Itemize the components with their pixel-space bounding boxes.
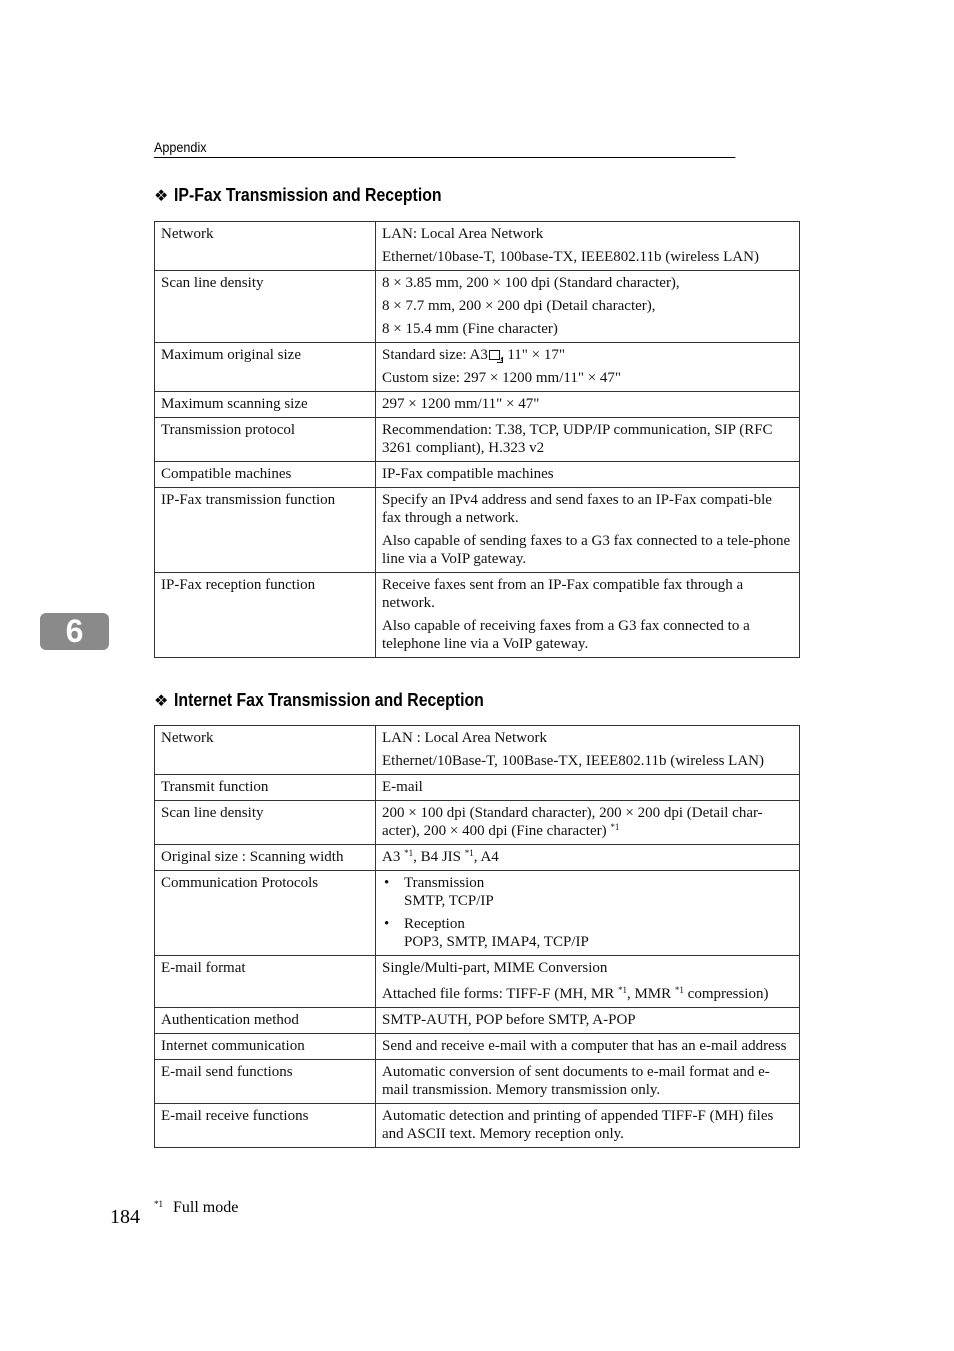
protocol-list [382,874,793,951]
footnote-ref: *1 [610,822,620,832]
row-label: Maximum scanning size [155,392,376,418]
value-line: 8 × 15.4 mm (Fine character) [382,321,558,337]
running-head [154,139,735,158]
value-line [382,804,793,840]
row-value [376,222,800,271]
row-value [376,845,800,871]
value-line: Automatic conversion of sent documents to e-mail format and e-mail transmission. Memory transmission only. [382,1064,770,1098]
row-label: Original size : Scanning width [155,845,376,871]
row-label: Scan line density [155,271,376,343]
row-value [376,418,800,462]
row-label: Transmit function [155,775,376,801]
row-value [376,871,800,956]
row-label: Internet communication [155,1034,376,1060]
value-text: compression) [683,986,769,1002]
value-text: 200 × 100 dpi (Standard character), 200 × 200 dpi (Detail char-acter), 200 × 400 dpi (Fine character) [382,805,763,839]
row-label: Communication Protocols [155,871,376,956]
value-line: Automatic detection and printing of appended TIFF-F (MH) files and ASCII text. Memory reception only. [382,1108,774,1142]
footnote-mark: *1 [154,1199,163,1209]
value-line: Recommendation: T.38, TCP, UDP/IP communication, SIP (RFC 3261 compliant), H.323 v2 [382,422,773,456]
bullet-dot: • [384,875,390,891]
row-value [376,392,800,418]
row-label: E-mail format [155,956,376,1008]
table-row [155,956,800,1008]
size-prefix: Standard size: A3 [382,347,488,363]
table-row [155,1008,800,1034]
bullet-dot: • [384,916,390,932]
footnote-ref: *1 [404,848,414,858]
value-line: 297 × 1200 mm/11" × 47" [382,396,540,412]
row-value [376,462,800,488]
section-title: IP-Fax Transmission and Reception [174,185,442,205]
list-item-title: Transmission [404,875,485,891]
row-label: E-mail send functions [155,1060,376,1104]
row-value [376,271,800,343]
value-line: Ethernet/10base-T, 100base-TX, IEEE802.11b (wireless LAN) [382,249,759,265]
running-head-text: Appendix [154,139,207,155]
table-row [155,573,800,658]
internet-fax-spec-table [154,725,800,1148]
row-value [376,1060,800,1104]
row-label: Network [155,726,376,775]
footnote [154,1199,238,1217]
paper-orientation-icon [489,350,500,360]
table-row [155,343,800,392]
footnote-text: Full mode [173,1199,239,1216]
value-text: , A4 [473,849,499,865]
value-line: Ethernet/10Base-T, 100Base-TX, IEEE802.11b (wireless LAN) [382,753,764,769]
diamond-bullet-icon: ❖ [154,692,169,710]
value-line: LAN : Local Area Network [382,730,547,746]
value-line: Custom size: 297 × 1200 mm/11" × 47" [382,370,622,386]
row-value [376,956,800,1008]
diamond-bullet-icon: ❖ [154,187,169,205]
value-text: , MMR [626,986,672,1002]
section-heading-internet-fax [154,690,526,711]
row-value [376,801,800,845]
row-label: Compatible machines [155,462,376,488]
table-row [155,462,800,488]
value-line: Also capable of sending faxes to a G3 fax connected to a tele-phone line via a VoIP gateway. [382,533,791,567]
value-line: E-mail [382,779,423,795]
value-text: A3 [382,849,401,865]
table-row [155,392,800,418]
page-number: 184 [110,1206,140,1228]
list-item-title: Reception [404,916,465,932]
list-item-detail: POP3, SMTP, IMAP4, TCP/IP [404,934,589,950]
row-label: IP-Fax transmission function [155,488,376,573]
value-line: LAN: Local Area Network [382,226,544,242]
row-label: Network [155,222,376,271]
value-line: Specify an IPv4 address and send faxes to an IP-Fax compati-ble fax through a network. [382,492,772,526]
list-item-detail: SMTP, TCP/IP [404,893,494,909]
row-label: Scan line density [155,801,376,845]
row-label: E-mail receive functions [155,1104,376,1148]
table-row [155,1034,800,1060]
row-value [376,775,800,801]
value-line: Receive faxes sent from an IP-Fax compatible fax through a network. [382,577,744,611]
table-row [155,1104,800,1148]
table-row [155,271,800,343]
section-title: Internet Fax Transmission and Reception [174,690,485,710]
value-line: IP-Fax compatible machines [382,466,554,482]
value-line: Also capable of receiving faxes from a G3 fax connected to a telephone line via a VoIP gateway. [382,618,750,652]
value-line: 8 × 3.85 mm, 200 × 100 dpi (Standard character), [382,275,680,291]
row-label: IP-Fax reception function [155,573,376,658]
row-value [376,488,800,573]
value-text: , B4 JIS [413,849,462,865]
value-line: Single/Multi-part, MIME Conversion [382,960,608,976]
row-value [376,1008,800,1034]
table-row [155,418,800,462]
table-row [155,1060,800,1104]
row-label: Authentication method [155,1008,376,1034]
list-item [382,874,793,910]
size-suffix: , 11" × 17" [499,347,565,363]
section-heading-ip-fax [154,185,478,206]
value-line: 8 × 7.7 mm, 200 × 200 dpi (Detail character), [382,298,656,314]
row-label: Maximum original size [155,343,376,392]
footnote-ref: *1 [674,985,684,995]
chapter-number: 6 [65,613,84,649]
row-value [376,343,800,392]
table-row [155,775,800,801]
row-label: Transmission protocol [155,418,376,462]
table-row [155,845,800,871]
chapter-tab [40,613,109,650]
row-value [376,726,800,775]
table-row [155,871,800,956]
footnote-ref: *1 [464,848,474,858]
table-row [155,488,800,573]
table-row [155,801,800,845]
value-line: Send and receive e-mail with a computer that has an e-mail address [382,1038,787,1054]
row-value [376,1034,800,1060]
row-value [376,1104,800,1148]
table-row [155,222,800,271]
value-line [382,848,793,866]
row-value [376,573,800,658]
value-line [382,346,793,364]
value-line [382,985,793,1003]
ip-fax-spec-table [154,221,800,658]
value-line: SMTP-AUTH, POP before SMTP, A-POP [382,1012,636,1028]
value-text: Attached file forms: TIFF-F (MH, MR [382,986,615,1002]
footnote-ref: *1 [617,985,627,995]
list-item [382,915,793,951]
table-row [155,726,800,775]
